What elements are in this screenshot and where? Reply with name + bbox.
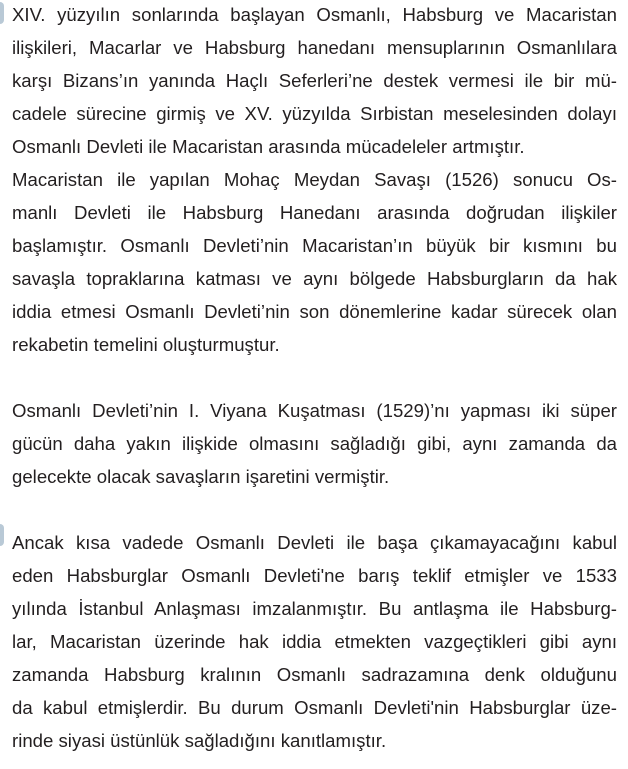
text-line: yılında İstanbul Anlaşması imzalanmıştır. Bu antlaşma ile Habsburg- [12, 598, 617, 619]
text-line: gelecekte olacak savaşların işaretini vermiştir. [12, 466, 390, 487]
text-line: karşı Bizans’ın yanında Haçlı Seferleri’ne destek vermesi ile bir mü- [12, 70, 617, 91]
text-line: savaşla topraklarına katması ve aynı bölgede Habsburgların da hak [12, 268, 617, 289]
margin-marker [0, 2, 4, 24]
text-line: lar, Macaristan üzerinde hak iddia etmekten vazgeçtikleri gibi aynı [12, 631, 617, 652]
text-line: manlı Devleti ile Habsburg Hanedanı arasında doğrudan ilişkiler [12, 202, 617, 223]
margin-marker [0, 524, 4, 546]
text-line: Macaristan ile yapılan Mohaç Meydan Savaşı (1526) sonucu Os- [12, 169, 617, 190]
text-line: iddia etmesi Osmanlı Devleti’nin son dönemlerine kadar sürecek olan [12, 301, 617, 322]
text-line: rekabetin temelini oluşturmuştur. [12, 334, 280, 355]
text-line: ilişkileri, Macarlar ve Habsburg hanedanı mensuplarının Osmanlılara [12, 37, 617, 58]
text-line: başlamıştır. Osmanlı Devleti’nin Macaristan’ın büyük bir kısmını bu [12, 235, 617, 256]
text-line: cadele sürecine girmiş ve XV. yüzyılda Sırbistan meselesinden dolayı [12, 103, 617, 124]
text-line: XIV. yüzyılın sonlarında başlayan Osmanlı, Habsburg ve Macaristan [12, 4, 617, 25]
text-line: da kabul etmişlerdir. Bu durum Osmanlı Devleti'nin Habsburglar üze- [12, 697, 617, 718]
text-line: Osmanlı Devleti’nin I. Viyana Kuşatması (1529)’nı yapması iki süper [12, 400, 617, 421]
text-line: gücün daha yakın ilişkide olmasını sağladığı gibi, aynı zamanda da [12, 433, 617, 454]
text-line: rinde siyasi üstünlük sağladığını kanıtlamıştır. [12, 730, 387, 751]
text-line: eden Habsburglar Osmanlı Devleti'ne barış teklif etmişler ve 1533 [12, 565, 617, 586]
text-line: zamanda Habsburg kralının Osmanlı sadrazamına denk olduğunu [12, 664, 617, 685]
text-line: Ancak kısa vadede Osmanlı Devleti ile başa çıkamayacağını kabul [12, 532, 617, 553]
text-line: Osmanlı Devleti ile Macaristan arasında mücadeleler artmıştır. [12, 136, 525, 157]
